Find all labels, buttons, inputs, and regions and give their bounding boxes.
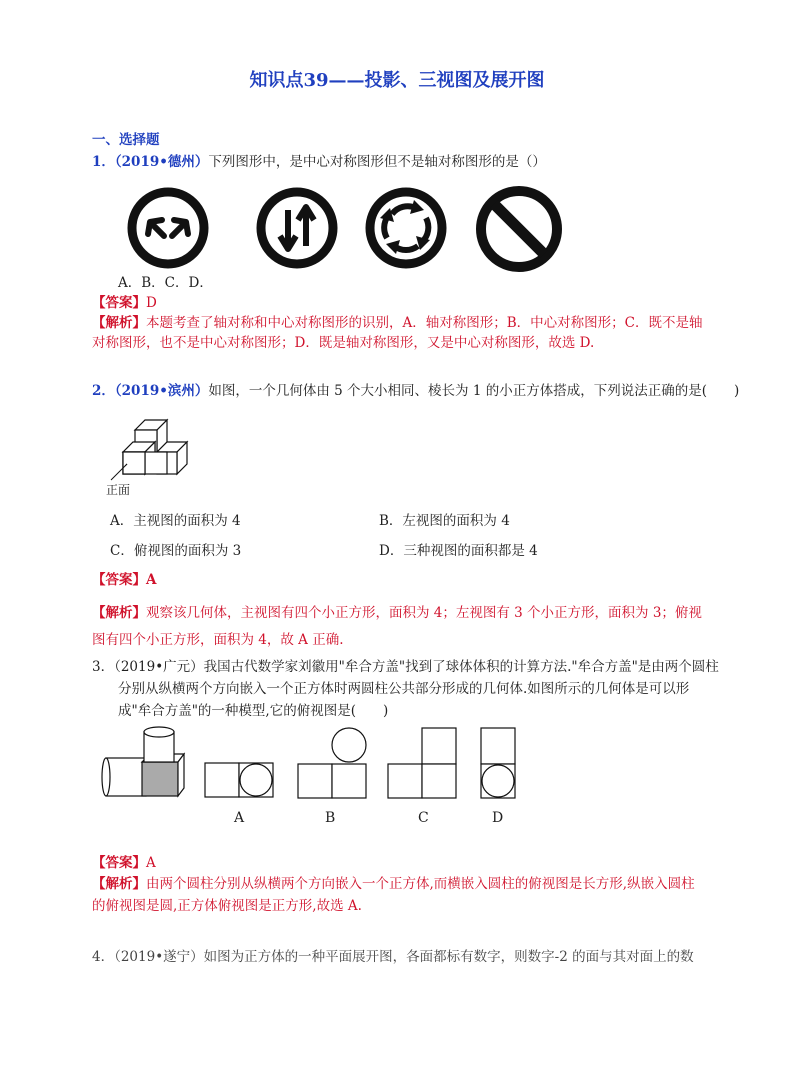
question-1-stem — [92, 152, 546, 172]
analysis-tag: 【解析】 — [92, 876, 146, 892]
question-1-options: A．B．C．D． — [118, 275, 213, 291]
analysis-tag: 【解析】 — [92, 605, 146, 621]
question-2-source: （2019•滨州） — [114, 383, 209, 399]
option-b: B．左视图的面积为 4 — [379, 513, 510, 529]
question-3-stem-line-2: 分别从纵横两个方向嵌入一个正方体时两圆柱公共部分形成的几何体.如图所示的几何体是可以形 — [118, 681, 690, 697]
question-2-text: 如图，一个几何体由 5 个大小相同、棱长为 1 的小正方体搭成，下列说法正确的是( ) — [208, 383, 740, 399]
question-2-number: 2． — [92, 383, 115, 399]
question-3-stem-line-1 — [92, 657, 719, 677]
question-4-source: （2019•遂宁） — [114, 949, 204, 965]
question-1-answer — [92, 293, 157, 313]
question-3-number: 3． — [92, 659, 115, 675]
view-option-a — [204, 762, 274, 800]
question-3-source: （2019•广元） — [114, 659, 204, 675]
question-3-text: 我国古代数学家刘徽用"牟合方盖"找到了球体体积的计算方法."牟合方盖"是由两个圆柱 — [203, 659, 719, 675]
question-1-text: 下列图形中，是中心对称图形但不是轴对称图形的是（） — [208, 154, 546, 170]
answer-value: D — [146, 295, 157, 311]
analysis-tag: 【解析】 — [92, 315, 146, 331]
question-2-analysis-line-1 — [92, 603, 702, 623]
answer-tag: 【答案】 — [92, 572, 146, 588]
answer-tag: 【答案】 — [92, 295, 146, 311]
question-2-stem — [92, 381, 739, 401]
section-heading: 一、选择题 — [92, 132, 160, 148]
caption-a: A — [234, 810, 245, 826]
question-4-text: 如图为正方体的一种平面展开图，各面都标有数字，则数字-2 的面与其对面上的数 — [203, 949, 694, 965]
question-2-answer — [92, 570, 156, 590]
question-4-number: 4． — [92, 949, 115, 965]
question-1-analysis-line-1 — [92, 313, 703, 333]
caption-d: D — [492, 810, 504, 826]
analysis-text: 本题考查了轴对称和中心对称图形的识别，A．轴对称图形；B．中心对称图形；C．既不是轴 — [146, 315, 703, 331]
view-option-c — [387, 727, 457, 801]
view-option-b — [297, 727, 367, 801]
question-3-answer — [92, 853, 156, 873]
option-c: C．俯视图的面积为 3 — [110, 543, 242, 559]
question-2-analysis-line-2: 图有四个小正方形，面积为 4，故 A 正确. — [92, 632, 344, 648]
answer-tag: 【答案】 — [92, 855, 146, 871]
answer-value: A — [146, 855, 156, 871]
view-option-d — [480, 727, 516, 801]
sign-b-icon — [255, 186, 339, 270]
option-a: A．主视图的面积为 4 — [110, 513, 241, 529]
question-3-analysis-line-1 — [92, 874, 695, 894]
sign-c-icon — [364, 186, 448, 270]
question-1-source: （2019•德州） — [114, 154, 209, 170]
question-1-analysis-line-2: 对称图形，也不是中心对称图形；D．既是轴对称图形，又是中心对称图形，故选 D. — [92, 335, 595, 351]
sign-d-icon — [474, 184, 564, 274]
sign-a-icon — [126, 186, 210, 270]
page-title: 知识点39——投影、三视图及展开图 — [249, 70, 545, 91]
figure-front-label: 正面 — [106, 483, 131, 497]
question-4-stem — [92, 947, 694, 967]
analysis-text: 观察该几何体，主视图有四个小正方形，面积为 4；左视图有 3 个小正方形，面积为 3；俯视 — [146, 605, 702, 621]
question-3-stem-line-3: 成"牟合方盖"的一种模型,它的俯视图是( ) — [118, 703, 389, 719]
answer-value: A — [146, 572, 157, 588]
caption-b: B — [325, 810, 336, 826]
cylinder-cube-model-figure — [100, 724, 184, 800]
question-1-number: 1． — [92, 154, 115, 170]
option-d: D．三种视图的面积都是 4 — [379, 543, 538, 559]
question-3-analysis-line-2: 的俯视图是圆,正方体俯视图是正方形,故选 A. — [92, 898, 362, 914]
analysis-text: 由两个圆柱分别从纵横两个方向嵌入一个正方体,而横嵌入圆柱的俯视图是长方形,纵嵌入圆柱 — [146, 876, 695, 892]
caption-c: C — [418, 810, 429, 826]
